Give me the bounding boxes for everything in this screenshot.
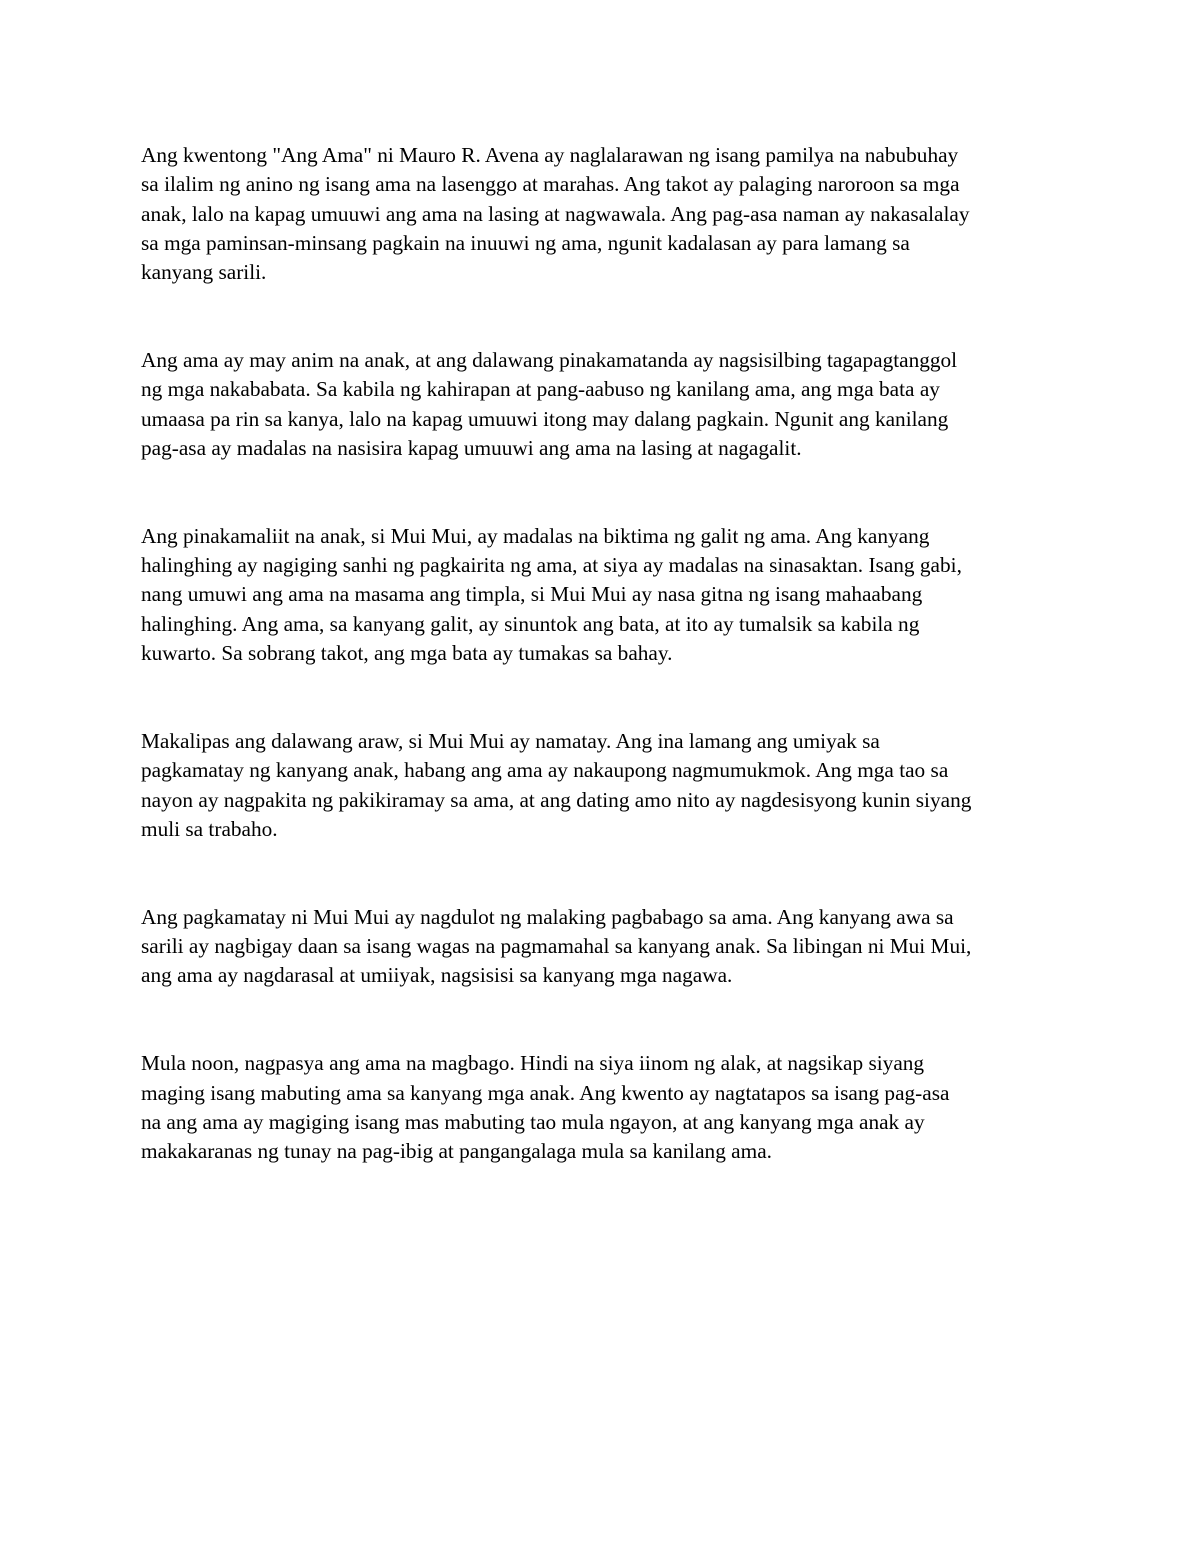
paragraph-line: muli sa trabaho. <box>141 816 278 841</box>
paragraph-line: anak, lalo na kapag umuuwi ang ama na lasing at nagwawala. Ang pag-asa naman ay nakasalalay <box>141 201 970 226</box>
paragraph-line: Mula noon, nagpasya ang ama na magbago. Hindi na siya iinom ng alak, at nagsikap siyang <box>141 1051 925 1076</box>
paragraph-line: sa ilalim ng anino ng isang ama na lasenggo at marahas. Ang takot ay palaging naroroon sa mga <box>141 172 960 197</box>
paragraph-line: makakaranas ng tunay na pag-ibig at pangangalaga mula sa kanilang ama. <box>141 1139 772 1164</box>
paragraph-line: Ang pinakamaliit na anak, si Mui Mui, ay madalas na biktima ng galit ng ama. Ang kanyang <box>141 523 930 548</box>
paragraph-line: halinghing. Ang ama, sa kanyang galit, ay sinuntok ang bata, at ito ay tumalsik sa kabila ng <box>141 611 920 636</box>
document-body <box>141 141 1066 1225</box>
paragraph-2 <box>141 346 1066 463</box>
paragraph-line: ng mga nakababata. Sa kabila ng kahirapan at pang-aabuso ng kanilang ama, ang mga bata ay <box>141 377 940 402</box>
paragraph-line: kanyang sarili. <box>141 260 267 285</box>
paragraph-line: na ang ama ay magiging isang mas mabuting tao mula ngayon, at ang kanyang mga anak ay <box>141 1109 925 1134</box>
paragraph-line: nayon ay nagpakita ng pakikiramay sa ama, at ang dating amo nito ay nagdesisyong kunin siyang <box>141 787 972 812</box>
paragraph-line: kuwarto. Sa sobrang takot, ang mga bata ay tumakas sa bahay. <box>141 641 673 666</box>
paragraph-line: pagkamatay ng kanyang anak, habang ang ama ay nakaupong nagmumukmok. Ang mga tao sa <box>141 758 949 783</box>
paragraph-line: Makalipas ang dalawang araw, si Mui Mui ay namatay. Ang ina lamang ang umiyak sa <box>141 728 880 753</box>
paragraph-line: sarili ay nagbigay daan sa isang wagas na pagmamahal sa kanyang anak. Sa libingan ni Mui Mui, <box>141 934 972 959</box>
paragraph-1 <box>141 141 1066 287</box>
paragraph-line: umaasa pa rin sa kanya, lalo na kapag umuuwi itong may dalang pagkain. Ngunit ang kanilang <box>141 406 949 431</box>
paragraph-line: Ang pagkamatay ni Mui Mui ay nagdulot ng malaking pagbabago sa ama. Ang kanyang awa sa <box>141 904 954 929</box>
paragraph-3 <box>141 522 1066 668</box>
paragraph-line: nang umuwi ang ama na masama ang timpla, si Mui Mui ay nasa gitna ng isang mahaabang <box>141 582 923 607</box>
paragraph-6 <box>141 1049 1066 1166</box>
paragraph-line: sa mga paminsan-minsang pagkain na inuuwi ng ama, ngunit kadalasan ay para lamang sa <box>141 230 910 255</box>
paragraph-line: maging isang mabuting ama sa kanyang mga anak. Ang kwento ay nagtatapos sa isang pag-asa <box>141 1080 950 1105</box>
paragraph-4 <box>141 727 1066 844</box>
paragraph-line: halinghing ay nagiging sanhi ng pagkairita ng ama, at siya ay madalas na sinasaktan. Isang gabi, <box>141 553 962 578</box>
paragraph-line: Ang kwentong "Ang Ama" ni Mauro R. Avena ay naglalarawan ng isang pamilya na nabubuhay <box>141 143 959 167</box>
paragraph-line: ang ama ay nagdarasal at umiiyak, nagsisisi sa kanyang mga nagawa. <box>141 963 733 988</box>
paragraph-line: pag-asa ay madalas na nasisira kapag umuuwi ang ama na lasing at nagagalit. <box>141 435 802 460</box>
paragraph-line: Ang ama ay may anim na anak, at ang dalawang pinakamatanda ay nagsisilbing tagapagtanggol <box>141 348 958 373</box>
paragraph-5 <box>141 903 1066 991</box>
